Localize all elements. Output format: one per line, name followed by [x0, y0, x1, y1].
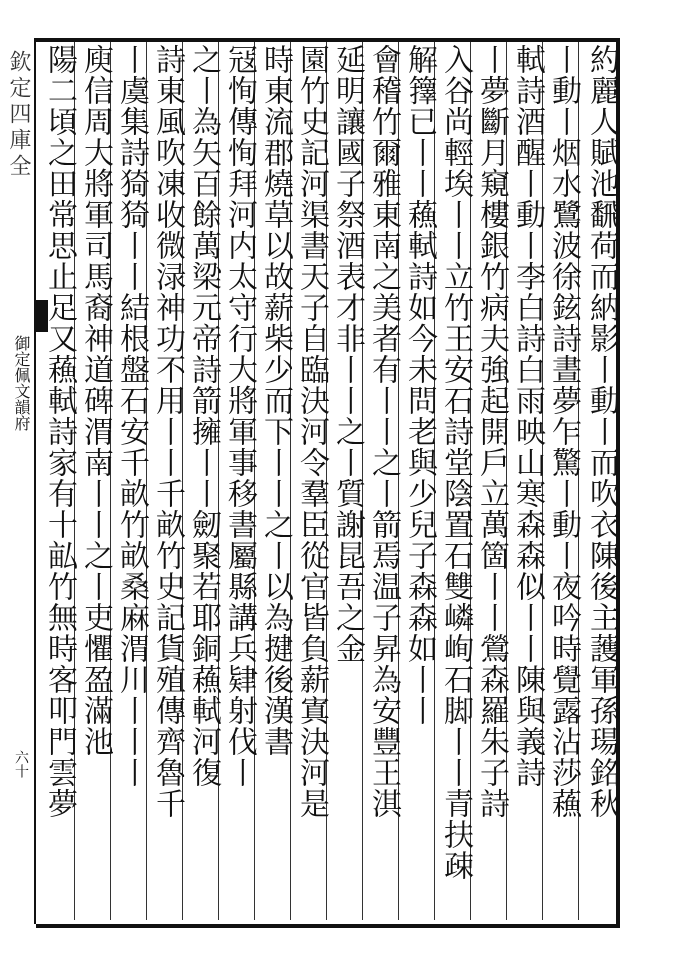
text-column: 之丨為矢百餘萬梁元帝詩箭擁丨丨劒聚若耶銅蘓軾河復 — [186, 44, 221, 788]
margin-top-glyphs: 欽定四庫全 — [6, 50, 31, 180]
text-column: 會稽竹爾雅東南之美者有丨丨之丨箭焉温子昇為安豐王淇 — [366, 44, 401, 819]
text-column: 園竹史記河渠書天子自臨決河令羣臣從官皆負薪寘決河是 — [294, 44, 329, 819]
text-column: 詩東風吹凍收微渌神功不用丨丨千畝竹史記貨殖傳齊魯千 — [150, 44, 185, 819]
text-column: 解籜已丨丨蘓軾詩如今未問老與少兒子森森如丨丨 — [402, 44, 437, 726]
margin-rule — [34, 38, 36, 924]
text-column: 時東流郡燒草以故薪柴少而下丨丨之丨以為揵後漢書 — [258, 44, 293, 757]
text-column: 延明讓國子祭酒表才非丨丨之丨質謝昆吾之金 — [330, 44, 365, 664]
text-column: 軾詩酒醒丨動丨李白詩白雨映山寒森森似丨丨陳與義詩 — [510, 44, 545, 788]
book-title: 御定佩文韻府 — [12, 335, 31, 431]
text-column: 陽二頃之田常思止足又蘓軾詩家有十畆竹無時客叩門雲夢 — [42, 44, 77, 819]
text-column: 庾信周大將軍司馬裔神道碑渭南丨丨之丨吏懼盈滿池 — [78, 44, 113, 757]
text-column: 丨夢斷月窺樓銀竹病夫強起開戶立萬箇丨丨鶯森羅朱子詩 — [474, 44, 509, 819]
text-column: 冦恂傳恂拜河内太守行大將軍事移書屬縣講兵肄射伐丨 — [222, 44, 257, 788]
text-column: 丨動丨烟水鷺波徐鉉詩晝夢乍驚丨動丨夜吟時覺露沾莎蘓 — [546, 44, 581, 819]
text-column: 丨虞集詩猗猗丨丨結根盤石安千畝竹畝桑麻渭川丨丨丨 — [114, 44, 149, 788]
page-number: 六十 — [13, 750, 29, 778]
text-column: 約麗人賦池飜荷而納影丨動丨而吹衣陳後主䕶軍孫瑒銘秋 — [584, 44, 619, 819]
text-column: 入谷尚輕埃丨丨立竹王安石詩堂陰置石雙嶙峋石脚丨丨青扶疎 — [438, 44, 473, 881]
